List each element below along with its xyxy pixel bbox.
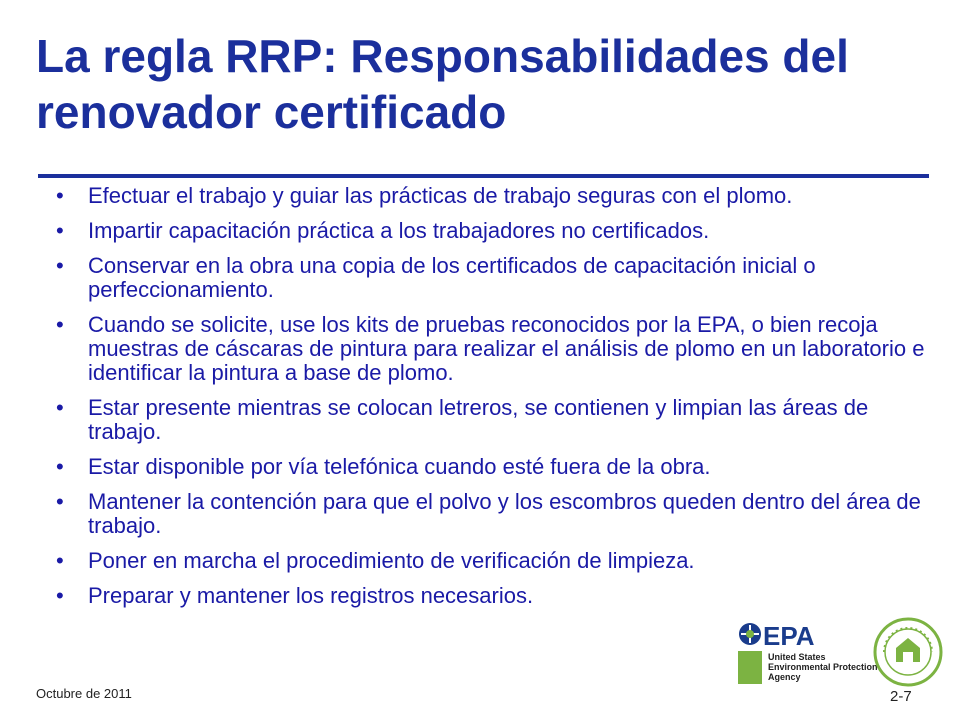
bullet-item: • Preparar y mantener los registros necesarios. [52, 584, 932, 608]
bullet-item: • Mantener la contención para que el polvo y los escombros queden dentro del área de trabajo. [52, 490, 932, 538]
epa-agency-line: Agency [768, 672, 801, 682]
bullet-item: • Poner en marcha el procedimiento de verificación de limpieza. [52, 549, 932, 573]
epa-green-bar [738, 651, 762, 684]
hud-seal [872, 616, 944, 688]
bullet-item: • Conservar en la obra una copia de los certificados de capacitación inicial o perfeccionamiento. [52, 254, 932, 302]
epa-flower-icon [739, 623, 761, 645]
bullet-list [52, 184, 932, 619]
epa-wordmark: EPA [763, 621, 815, 651]
bullet-item: • Impartir capacitación práctica a los trabajadores no certificados. [52, 219, 932, 243]
page-number: 2-7 [890, 688, 912, 705]
title-divider [38, 174, 929, 178]
bullet-item: • Estar presente mientras se colocan letreros, se contienen y limpian las áreas de trabajo. [52, 396, 932, 444]
epa-agency-line: Environmental Protection [768, 662, 878, 672]
epa-logo [736, 620, 878, 686]
epa-agency-line: United States [768, 652, 826, 662]
bullet-item: • Efectuar el trabajo y guiar las prácticas de trabajo seguras con el plomo. [52, 184, 932, 208]
slide-title: La regla RRP: Responsabilidades del renovador certificado [36, 30, 849, 138]
footer-date: Octubre de 2011 [36, 686, 132, 701]
bullet-item: • Cuando se solicite, use los kits de pruebas reconocidos por la EPA, o bien recoja muestras de cáscaras de pintura para realizar el análisis de plomo en un laboratorio e identificar la pintura a base de plomo. [52, 313, 932, 385]
bullet-item: • Estar disponible por vía telefónica cuando esté fuera de la obra. [52, 455, 932, 479]
